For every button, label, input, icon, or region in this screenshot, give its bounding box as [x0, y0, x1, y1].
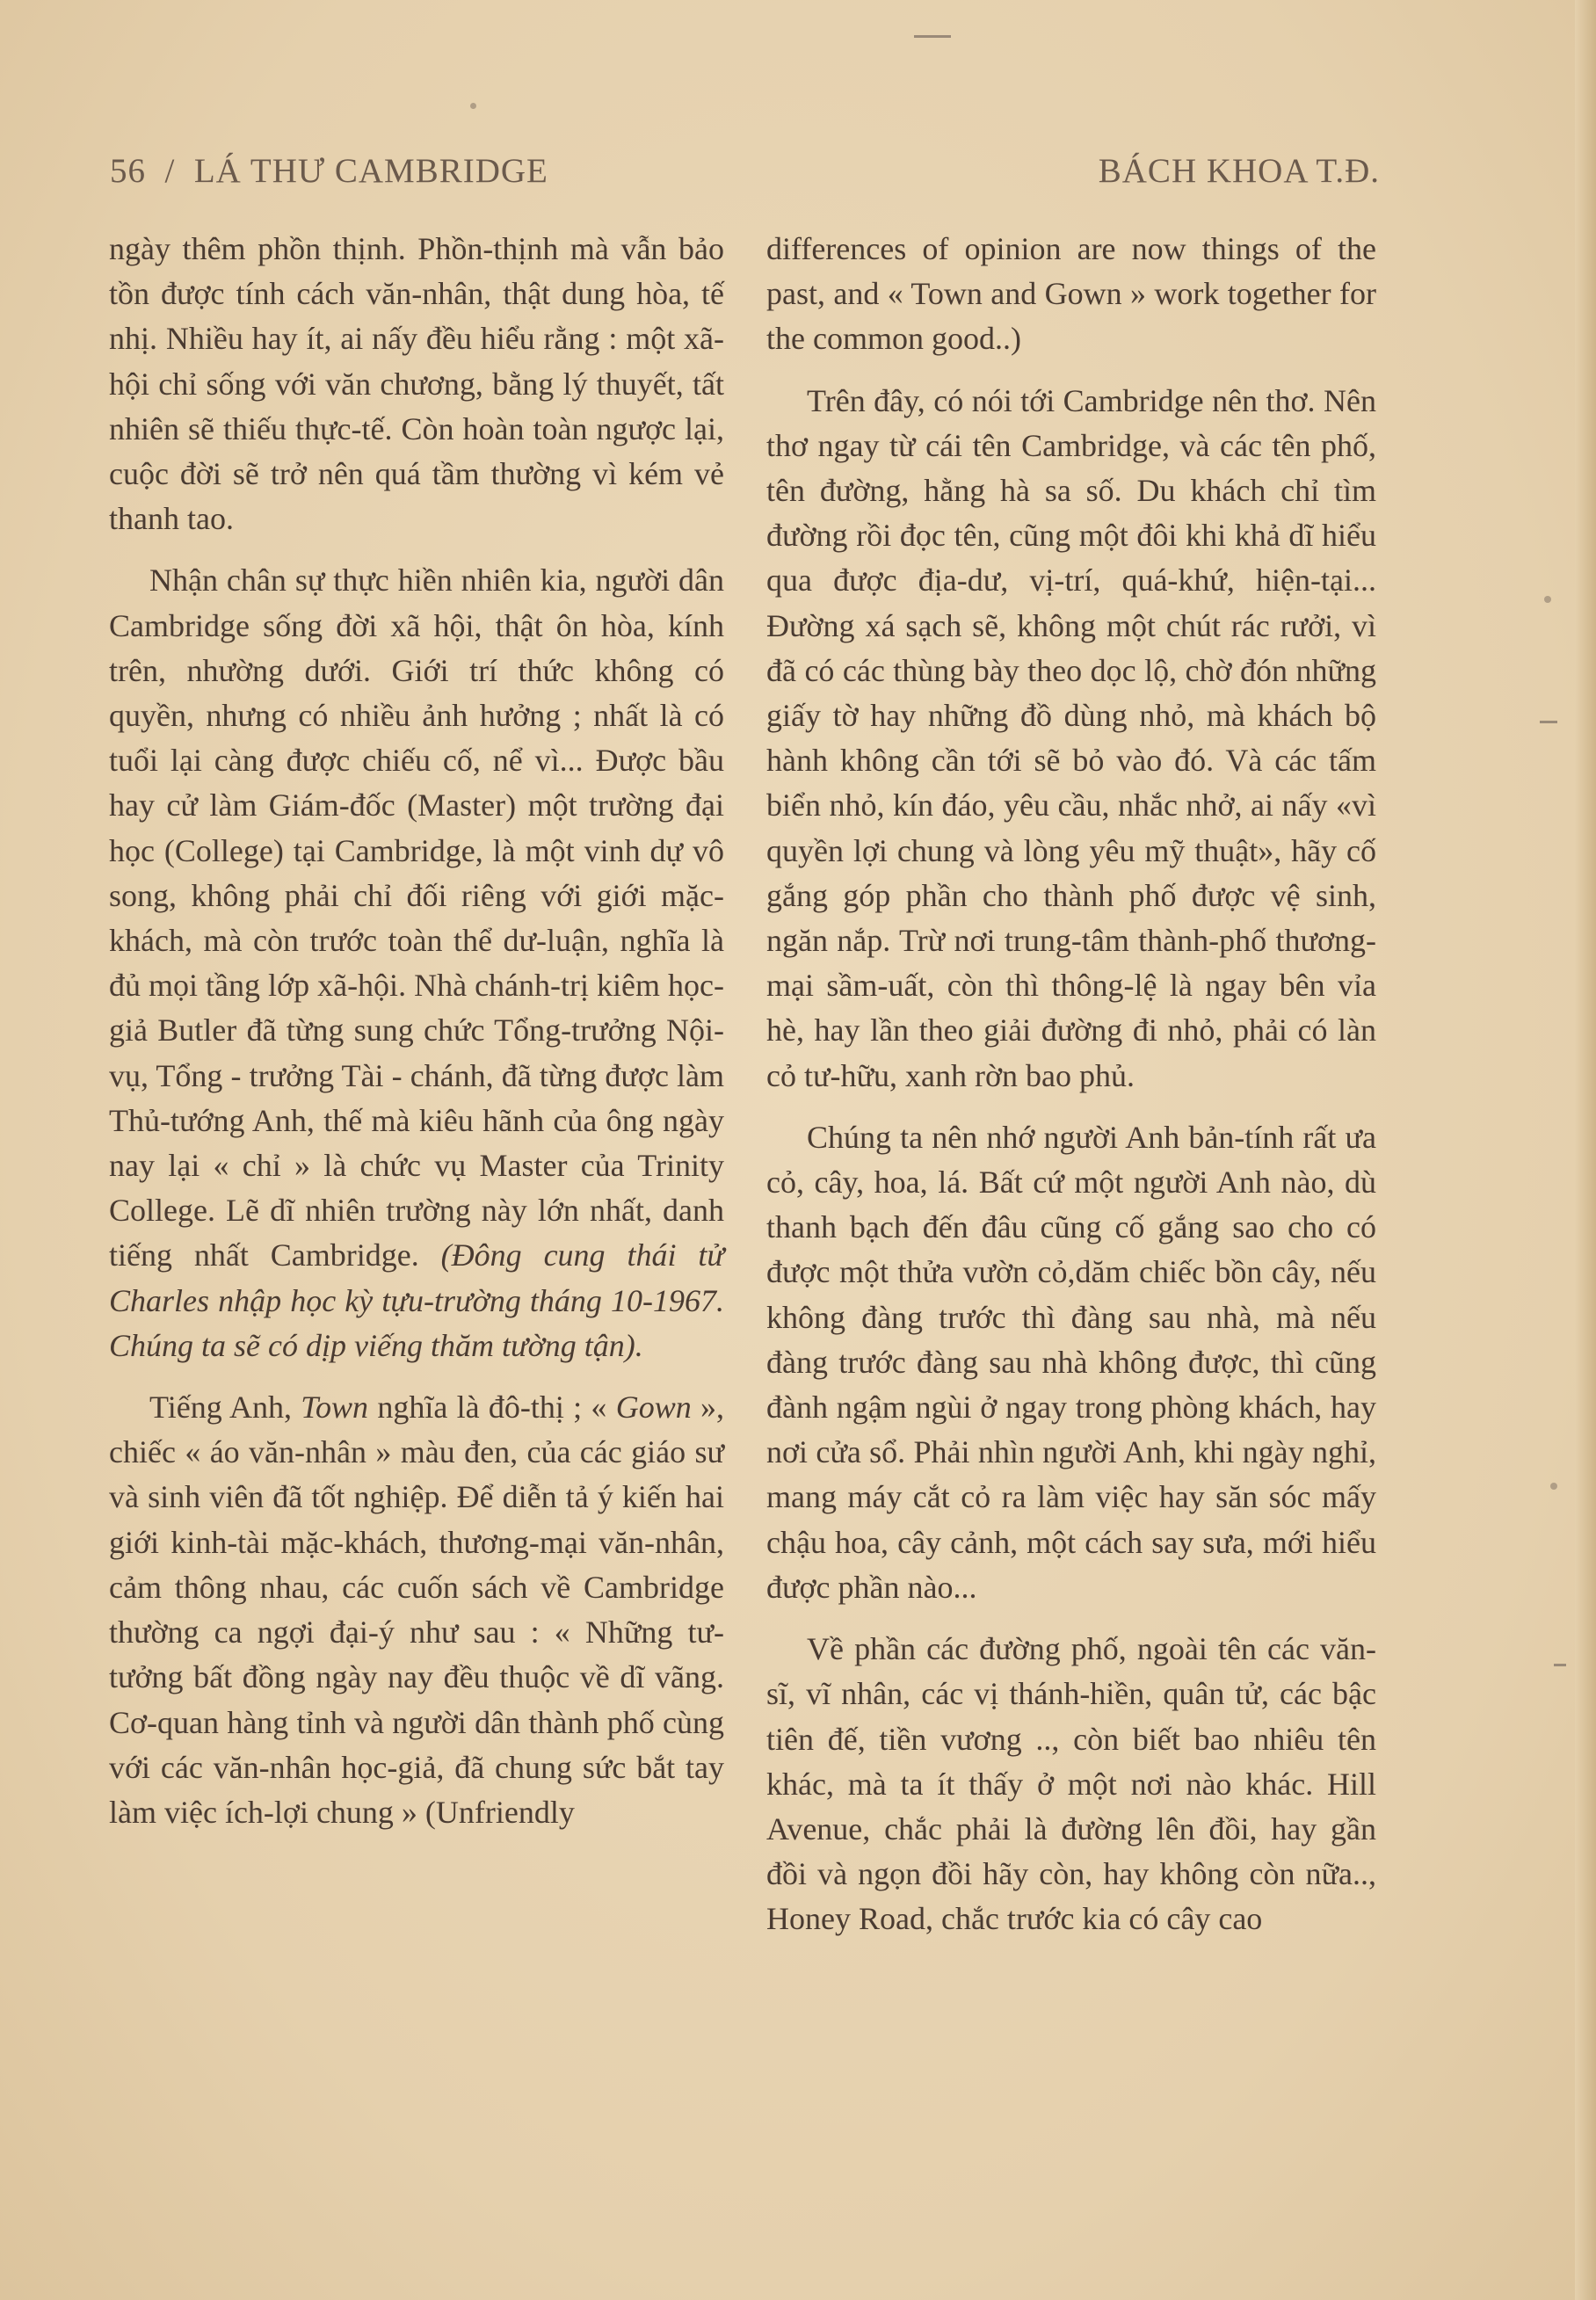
- ink-speck: [470, 103, 476, 109]
- paragraph: Chúng ta nên nhớ người Anh bản-tính rất ưa cỏ, cây, hoa, lá. Bất cứ một người Anh nào, dù thanh bạch đến đâu cũng cố gắng sao cho có được một thửa vườn cỏ,dăm chiếc bồn cây, nếu không đàng trước thì đàng sau nhà, mà nếu đàng trước đàng sau nhà không được, thì cũng đành ngậm ngùi ở ngay trong phòng khách, hay nơi cửa sổ. Phải nhìn người Anh, khi ngày nghỉ, mang máy cắt cỏ ra làm việc hay săn sóc mấy chậu hoa, cây cảnh, một cách say sưa, mới hiểu được phần nào...: [766, 1119, 1376, 1605]
- page-edge: [1575, 0, 1596, 2300]
- paragraph: ngày thêm phồn thịnh. Phồn-thịnh mà vẫn bảo tồn được tính cách văn-nhân, thật dung hòa, tế nhị. Nhiều hay ít, ai nấy đều hiểu rằng : một xã-hội chỉ sống với văn chương, bằng lý thuyết, tất nhiên sẽ thiếu thực-tế. Còn hoàn toàn ngược lại, cuộc đời sẽ trở nên quá tầm thường vì kém vẻ thanh tao.: [109, 231, 724, 537]
- text-run: nghĩa là đô-thị ; «: [368, 1389, 616, 1426]
- paragraph: Trên đây, có nói tới Cambridge nên thơ. Nên thơ ngay từ cái tên Cambridge, và các tên phố, tên đường, hằng hà sa số. Du khách chỉ tìm đường rồi đọc tên, cũng một đôi khi khả dĩ hiểu qua được địa-dư, vị-trí, quá-khứ, hiện-tại... Đường xá sạch sẽ, không một chút rác rưởi, vì đã có các thùng bày theo dọc lộ, chờ đón những giấy tờ hay những đồ dùng nhỏ, mà khách bộ hành không cần tới sẽ bỏ vào đó. Và các tấm biển nhỏ, kín đáo, yêu cầu, nhắc nhở, ai nấy «vì quyền lợi chung và lòng yêu mỹ thuật», hãy cố gắng góp phần cho thành phố được vệ sinh, ngăn nắp. Trừ nơi trung-tâm thành-phố thương-mại sầm-uất, còn thì thông-lệ là ngay bên vỉa hè, hay lần theo giải đường đi nhỏ, phải có làn cỏ tư-hữu, xanh rờn bao phủ.: [766, 382, 1376, 1093]
- print-mark: [1554, 1664, 1566, 1666]
- text-run: », chiếc « áo văn-nhân » màu đen, của các giáo sư và sinh viên đã tốt nghiệp. Để diễn tả ý kiến hai giới kinh-tài mặc-khách, thương-mại văn-nhân, cảm thông nhau, các cuốn sách về Cambridge thường ca ngợi đại-ý như sau : « Những tư-tưởng bất đồng ngày nay đều thuộc về dĩ vãng. Cơ-quan hàng tỉnh và người dân thành phố cùng với các văn-nhân học-giả, đã chung sức bắt tay làm việc ích-lợi chung » (Unfriendly: [109, 1389, 725, 1830]
- paragraph-text: Nhận chân sự thực hiền nhiên kia, người dân Cambridge sống đời xã hội, thật ôn hòa, kính trên, nhường dưới. Giới trí thức không có quyền, nhưng có nhiều ảnh hưởng ; nhất là có tuổi lại càng được chiếu cố, nể vì... Được bầu hay cử làm Giám-đốc (Master) một trường đại học (College) tại Cambridge, là một vinh dự vô song, không phải chỉ đối riêng với giới mặc-khách, mà còn trước toàn thể dư-luận, nghĩa là đủ mọi tầng lớp xã-hội. Nhà chánh-trị kiêm học-giả Butler đã từng sung chức Tổng-trưởng Nội-vụ, Tổng - trưởng Tài - chánh, đã từng được làm Thủ-tướng Anh, thế mà kiêu hãnh của ông ngày nay lại « chỉ » là chức vụ Master của Trinity College. Lẽ dĩ nhiên trường này lớn nhất, danh tiếng nhất Cambridge.: [109, 562, 724, 1273]
- italic-term-town: Town: [301, 1389, 369, 1426]
- ink-speck: [1544, 596, 1551, 603]
- left-column: [109, 227, 724, 1852]
- ink-speck: [1550, 1483, 1557, 1490]
- paragraph: [109, 558, 724, 1368]
- print-mark: [914, 35, 951, 38]
- right-column: [766, 227, 1376, 1959]
- paragraph: Về phần các đường phố, ngoài tên các văn-sĩ, vĩ nhân, các vị thánh-hiền, quân tử, các bậc tiên đế, tiền vương .., còn biết bao nhiêu tên khác, mà ta ít thấy ở một nơi nào khác. Hill Avenue, chắc phải là đường lên đồi, hay gần đồi và ngọn đồi hãy còn, hay không còn nữa.., Honey Road, chắc trước kia có cây cao: [766, 1631, 1376, 1937]
- text-run: Tiếng Anh,: [149, 1389, 301, 1426]
- italic-term-gown: Gown: [615, 1389, 692, 1426]
- paragraph: [109, 1385, 724, 1835]
- print-mark: [1540, 721, 1557, 723]
- italic-note: (Đông cung thái tử Charles nhập học kỳ tựu-trường tháng 10-1967. Chúng ta sẽ có dịp viếng thăm tường tận).: [109, 1237, 725, 1363]
- header-left: 56 / LÁ THƯ CAMBRIDGE: [110, 152, 548, 190]
- paragraph: differences of opinion are now things of the past, and « Town and Gown » work together for the common good..): [766, 231, 1376, 357]
- header-right: BÁCH KHOA T.Đ.: [1098, 152, 1380, 190]
